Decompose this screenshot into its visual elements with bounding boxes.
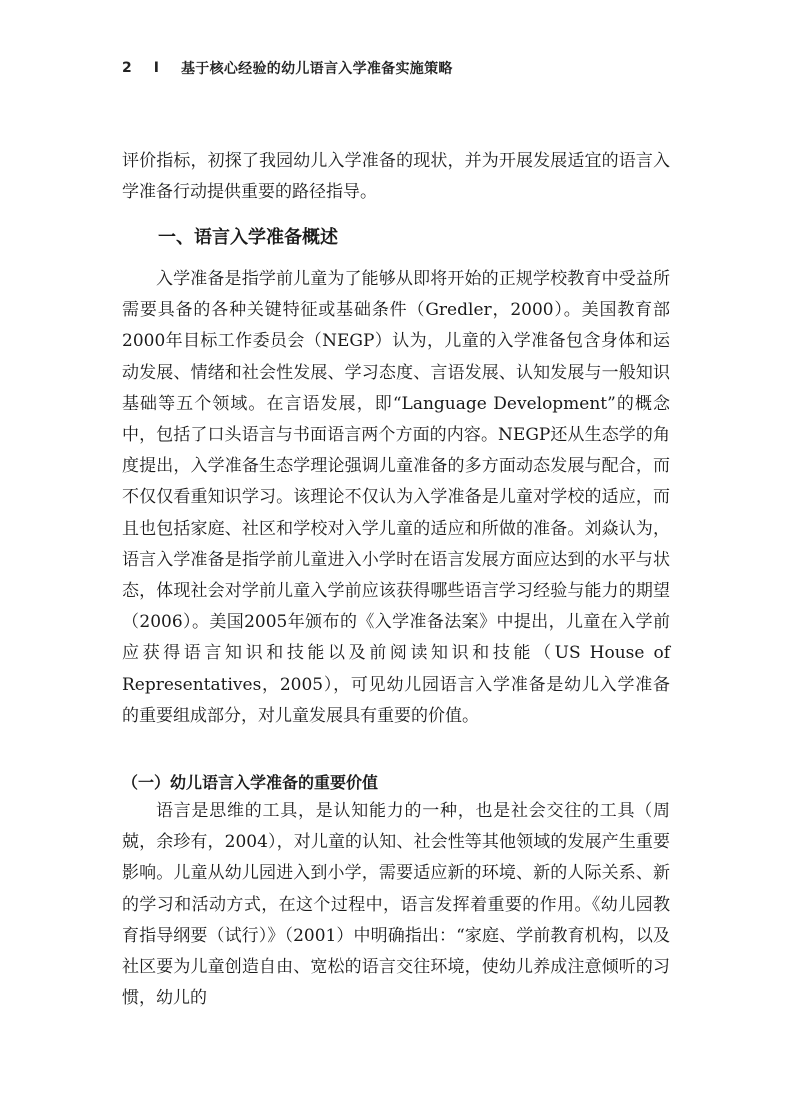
- intro-paragraph: 评价指标，初探了我园幼儿入学准备的现状，并为开展发展适宜的语言入学准备行动提供重要的路径指导。: [122, 151, 670, 203]
- subsection-heading: （一）幼儿语言入学准备的重要价值: [122, 773, 379, 792]
- overview-paragraph: 入学准备是指学前儿童为了能够从即将开始的正规学校教育中受益所需要具备的各种关键特征或基础条件（Gredler，2000）。美国教育部2000年目标工作委员会（NEGP）认为，儿童的入学准备包含身体和运动发展、情绪和社会性发展、学习态度、言语发展、认知发展与一般知识基础等五个领域。在言语发展，即“Language Development”的概念中，包括了口头语言与书面语言两个方面的内容。NEGP还从生态学的角度提出，入学准备生态学理论强调儿童准备的多方面动态发展与配合，而不仅仅看重知识学习。该理论不仅认为入学准备是儿童对学校的适应，而且也包括家庭、社区和学校对入学儿童的适应和所做的准备。刘焱认为，语言入学准备是指学前儿童进入小学时在语言发展方面应达到的水平与状态，体现社会对学前儿童入学前应该获得哪些语言学习经验与能力的期望（2006）。美国2005年颁布的《入学准备法案》中提出，儿童在入学前应获得语言知识和技能以及前阅读知识和技能（US House of Representatives，2005），可见幼儿园语言入学准备是幼儿入学准备的重要组成部分，对儿童发展具有重要的价值。: [122, 269, 670, 726]
- running-header: [122, 56, 453, 80]
- value-paragraph: 语言是思维的工具，是认知能力的一种，也是社会交往的工具（周兢，余珍有，2004），对儿童的认知、社会性等其他领域的发展产生重要影响。儿童从幼儿园进入到小学，需要适应新的环境、新的人际关系、新的学习和活动方式，在这个过程中，语言发挥着重要的作用。《幼儿园教育指导纲要（试行）》（2001）中明确指出：“家庭、学前教育机构，以及社区要为儿童创造自由、宽松的语言交往环境，使幼儿养成注意倾听的习惯，幼儿的: [122, 801, 670, 1009]
- section-heading: 一、语言入学准备概述: [158, 227, 338, 248]
- page-number: 2: [122, 60, 132, 76]
- header-separator: I: [153, 60, 159, 76]
- running-title: 基于核心经验的幼儿语言入学准备实施策略: [180, 61, 453, 77]
